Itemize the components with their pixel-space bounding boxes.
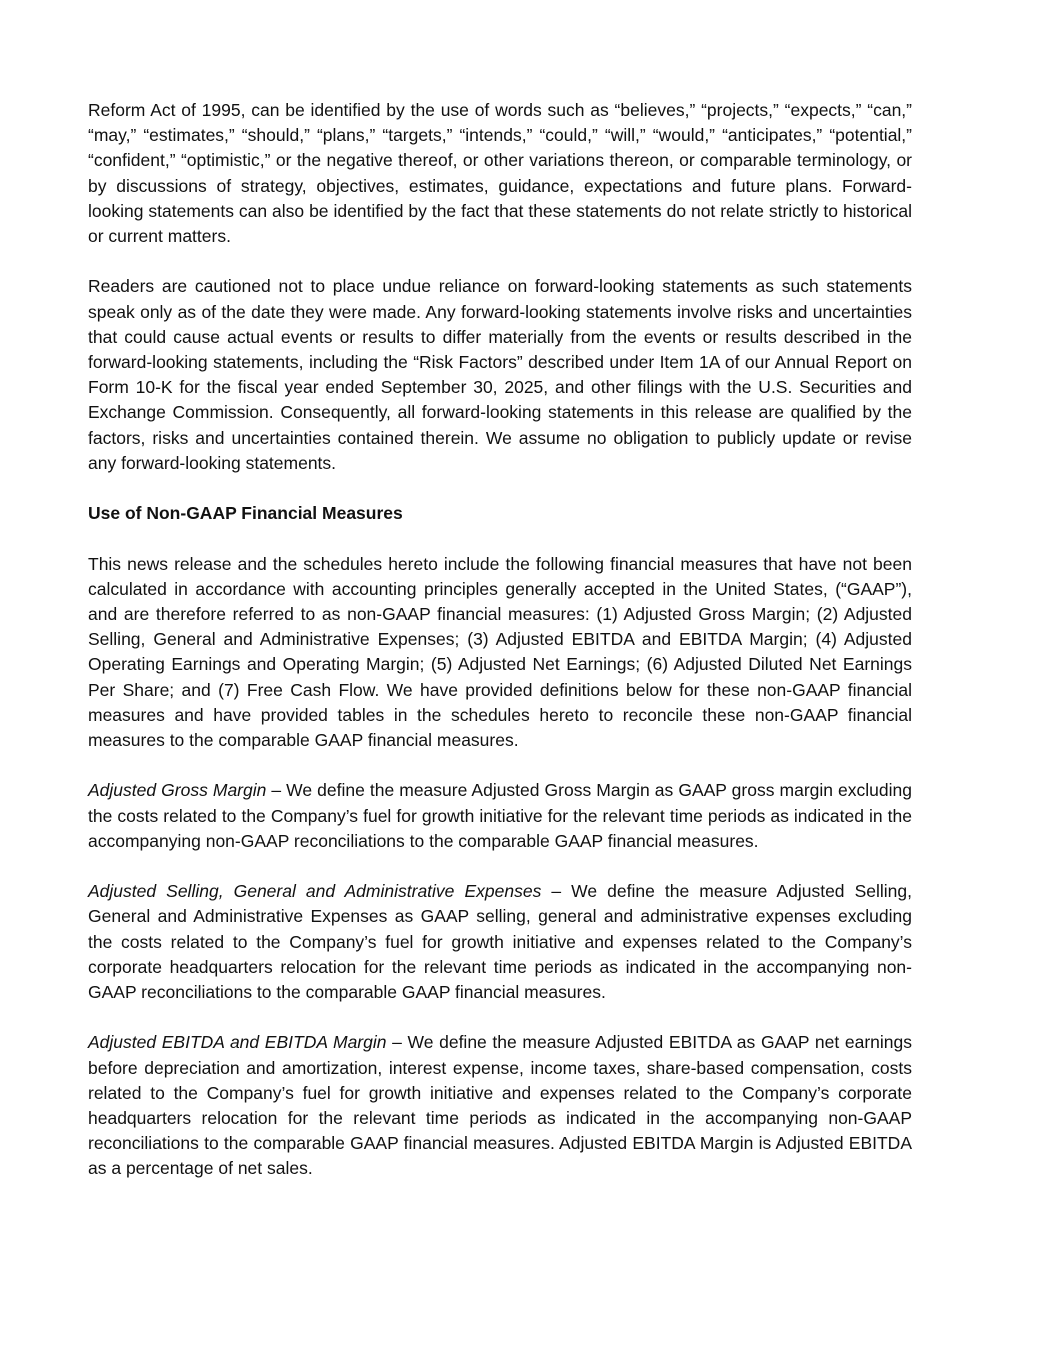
definition-adjusted-gross-margin [88,778,912,854]
definition-text: – We define the measure Adjusted EBITDA as GAAP net earnings before depreciation and amortization, interest expense, income taxes, share-based compensation, costs related to the Company’s fuel for growth initiative and expenses related to the Company’s corporate headquarters relocation for the relevant time periods as indicated in the accompanying non-GAAP reconciliations to the comparable GAAP financial measures. Adjusted EBITDA Margin is Adjusted EBITDA as a percentage of net sales. [88,1032,913,1179]
non-gaap-intro-paragraph: This news release and the schedules hereto include the following financial measures that have not been calculated in accordance with accounting principles generally accepted in the United States, (“GAAP”), and are therefore referred to as non-GAAP financial measures: (1) Adjusted Gross Margin; (2) Adjusted Selling, General and Administrative Expenses; (3) Adjusted EBITDA and EBITDA Margin; (4) Adjusted Operating Earnings and Operating Margin; (5) Adjusted Net Earnings; (6) Adjusted Diluted Net Earnings Per Share; and (7) Free Cash Flow. We have provided definitions below for these non-GAAP financial measures and have provided tables in the schedules hereto to reconcile these non-GAAP financial measures to the comparable GAAP financial measures. [88,553,912,751]
cautionary-paragraph: Readers are cautioned not to place undue reliance on forward-looking statements as such statements speak only as of the date they were made. Any forward-looking statements involve risks and uncertainties that could cause actual events or results to differ materially from the events or results described in the forward-looking statements, including the “Risk Factors” described under Item 1A of our Annual Report on Form 10-K for the fiscal year ended September 30, 2025, and other filings with the U.S. Securities and Exchange Commission. Consequently, all forward-looking statements in this release are qualified by the factors, risks and uncertainties contained therein. We assume no obligation to publicly update or revise any forward-looking statements. [88,276,912,473]
definition-adjusted-sga [88,879,912,1005]
forward-looking-words-paragraph: Reform Act of 1995, can be identified by the use of words such as “believes,” “projects,” “expects,” “can,” “may,” “estimates,” “should,” “plans,” “targets,” “intends,” “could,” “will,” “would,” “anticipates,” “potential,” “confident,” “optimistic,” or the negative thereof, or other variations thereon, or comparable terminology, or by discussions of strategy, objectives, estimates, guidance, expectations and future plans. Forward-looking statements can also be identified by the fact that these statements do not relate strictly to historical or current matters. [88,100,912,247]
definition-term: Adjusted Gross Margin [88,780,267,801]
definition-term: Adjusted Selling, General and Administrative Expenses [88,881,542,902]
section-heading: Use of Non-GAAP Financial Measures [88,503,403,524]
definition-text: – We define the measure Adjusted Selling, General and Administrative Expenses as GAAP selling, general and administrative expenses excluding the costs related to the Company’s fuel for growth initiative and expenses related to the Company’s corporate headquarters relocation for the relevant time periods as indicated in the accompanying non-GAAP reconciliations to the comparable GAAP financial measures. [88,881,912,1003]
document-page [88,98,912,1207]
definition-adjusted-ebitda [88,1030,912,1181]
definition-text: – We define the measure Adjusted Gross Margin as GAAP gross margin excluding the costs related to the Company’s fuel for growth initiative for the relevant time periods as indicated in the accompanying non-GAAP reconciliations to the comparable GAAP financial measures. [88,780,912,851]
definition-term: Adjusted EBITDA and EBITDA Margin [88,1032,387,1053]
